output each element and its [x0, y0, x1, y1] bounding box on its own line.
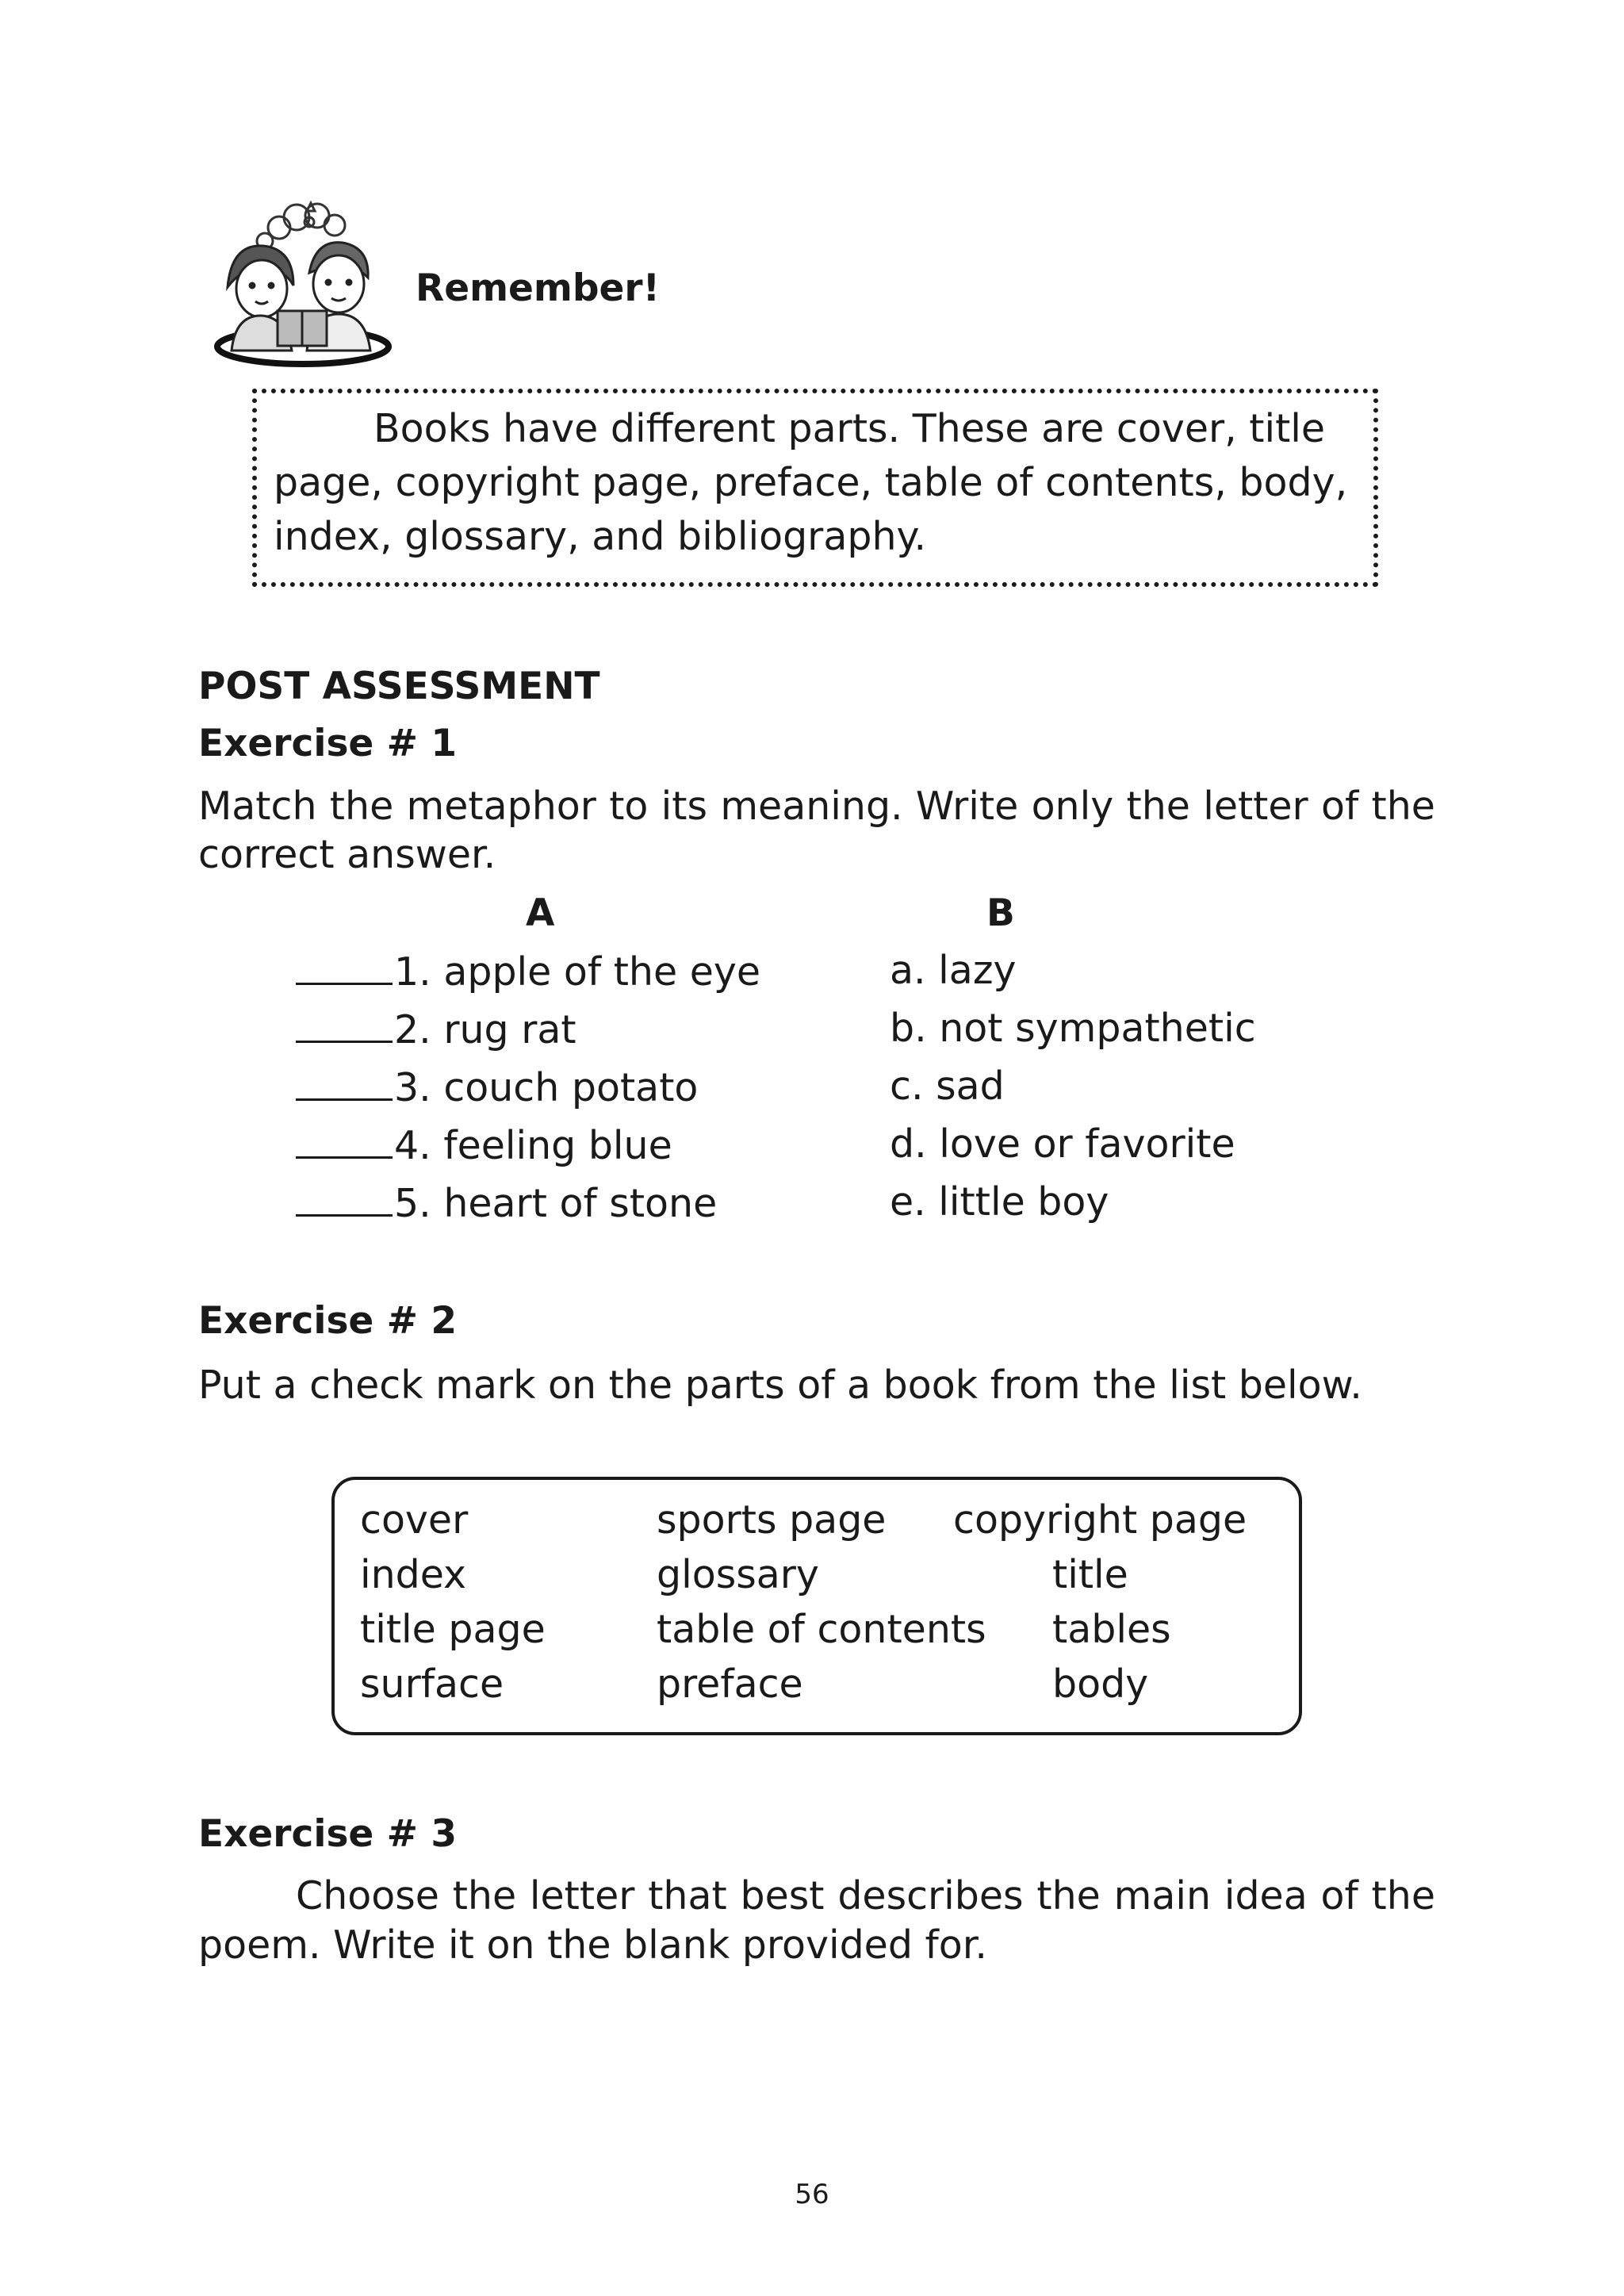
option-index[interactable]: index [360, 1552, 467, 1597]
word: of [1320, 1873, 1358, 1918]
metaphor-item-3 [296, 1065, 699, 1110]
option-title-page[interactable]: title page [360, 1607, 546, 1652]
answer-blank[interactable] [296, 1067, 393, 1101]
exercise-2-instruction: Put a check mark on the parts of a book from the list below. [198, 1363, 1362, 1408]
metaphor-text: 2. rug rat [394, 1007, 576, 1052]
meaning-item-b: b. not sympathetic [890, 1006, 1256, 1051]
children-reading-illustration [208, 200, 398, 368]
word: the [1036, 1873, 1101, 1918]
word: to [609, 784, 649, 829]
option-cover[interactable]: cover [360, 1497, 469, 1543]
exercise-1-instruction-line-2: correct answer. [198, 832, 496, 877]
word: Write [915, 784, 1019, 829]
remember-heading: Remember! [416, 266, 661, 310]
word: main [1113, 1873, 1212, 1918]
word: the [1371, 784, 1435, 829]
exercise-3-instruction-line-1 [296, 1873, 1435, 1918]
word: describes [837, 1873, 1024, 1918]
word: letter [1203, 784, 1308, 829]
option-copyright-page[interactable]: copyright page [953, 1497, 1247, 1543]
post-assessment-heading: POST ASSESSMENT [198, 665, 600, 708]
remember-line-3: index, glossary, and bibliography. [274, 514, 927, 559]
option-tables[interactable]: tables [1052, 1607, 1171, 1652]
option-surface[interactable]: surface [360, 1662, 504, 1707]
metaphor-item-1 [296, 949, 760, 995]
word: only [1031, 784, 1114, 829]
meaning-item-a: a. lazy [890, 948, 1017, 993]
answer-blank[interactable] [296, 951, 393, 985]
option-table-of-contents[interactable]: table of contents [657, 1607, 986, 1652]
remember-line-1: Books have different parts. These are cover, title [373, 406, 1326, 451]
metaphor-item-5 [296, 1181, 718, 1226]
exercise-3-heading: Exercise # 3 [198, 1812, 458, 1856]
column-a-label: A [526, 891, 555, 935]
exercise-3-instruction-line-2: poem. Write it on the blank provided for. [198, 1922, 987, 1968]
metaphor-text: 3. couch potato [394, 1065, 699, 1110]
word: of [1320, 784, 1359, 829]
exercise-2-heading: Exercise # 2 [198, 1299, 458, 1343]
page-number: 56 [795, 2179, 829, 2210]
metaphor-text: 5. heart of stone [394, 1181, 718, 1226]
metaphor-item-2 [296, 1007, 576, 1052]
option-glossary[interactable]: glossary [657, 1552, 819, 1597]
answer-blank[interactable] [296, 1009, 393, 1043]
word: the [1371, 1873, 1435, 1918]
option-title[interactable]: title [1052, 1552, 1128, 1597]
meaning-item-d: d. love or favorite [890, 1121, 1235, 1167]
option-preface[interactable]: preface [657, 1662, 803, 1707]
word: metaphor [406, 784, 596, 829]
answer-blank[interactable] [296, 1125, 393, 1159]
meaning-item-e: e. little boy [890, 1179, 1109, 1225]
word: best [740, 1873, 825, 1918]
word: the [1126, 784, 1190, 829]
column-b-label: B [986, 891, 1015, 935]
word: letter [529, 1873, 635, 1918]
option-sports-page[interactable]: sports page [657, 1497, 887, 1543]
word: meaning. [720, 784, 903, 829]
exercise-1-heading: Exercise # 1 [198, 722, 458, 765]
metaphor-item-4 [296, 1123, 672, 1168]
exercise-1-instruction-line-1 [198, 784, 1435, 829]
option-body[interactable]: body [1052, 1662, 1149, 1707]
word: idea [1224, 1873, 1308, 1918]
word: the [329, 784, 394, 829]
word: the [452, 1873, 517, 1918]
word: Choose [296, 1873, 439, 1918]
meaning-item-c: c. sad [890, 1064, 1005, 1109]
remember-line-2: page, copyright page, preface, table of contents, body, [274, 460, 1348, 505]
word: that [648, 1873, 727, 1918]
metaphor-text: 4. feeling blue [394, 1123, 672, 1168]
metaphor-text: 1. apple of the eye [394, 949, 760, 995]
word: its [661, 784, 708, 829]
word: Match [198, 784, 317, 829]
answer-blank[interactable] [296, 1182, 393, 1217]
